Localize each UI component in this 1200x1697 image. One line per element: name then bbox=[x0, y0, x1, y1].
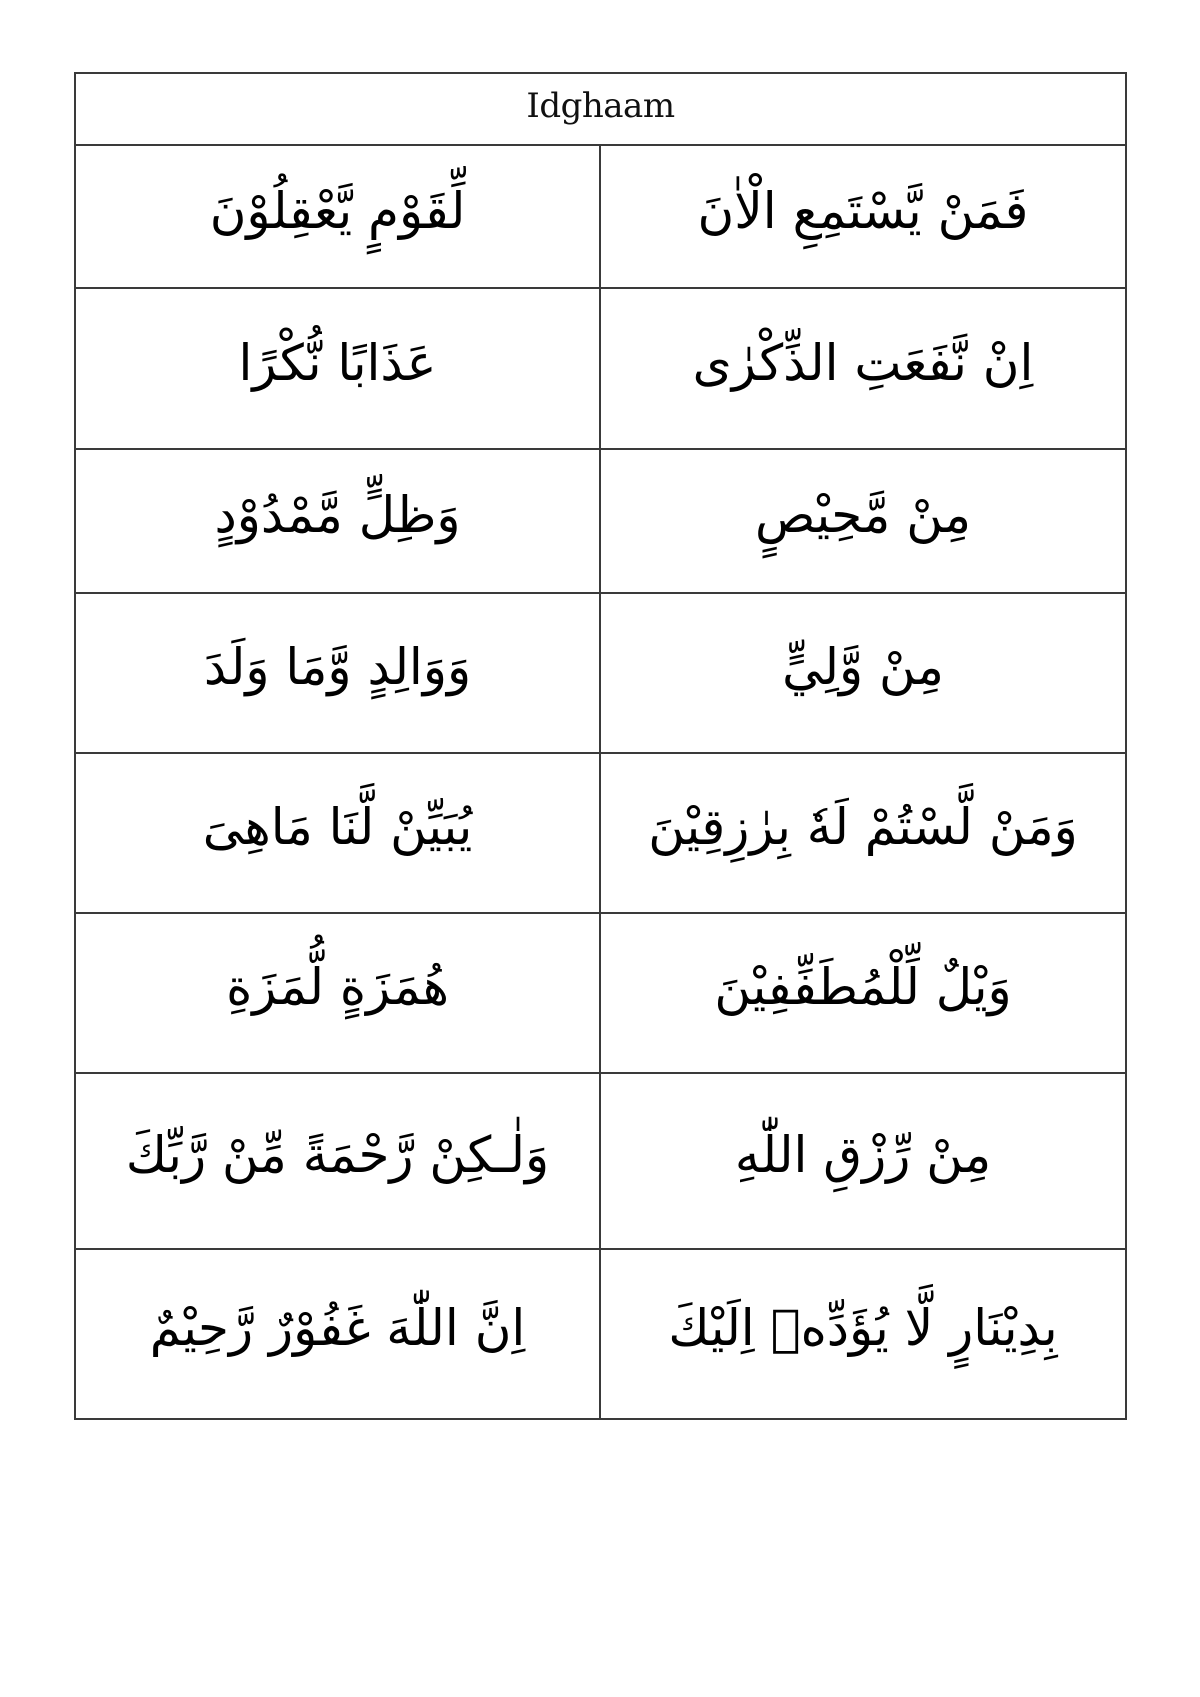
arabic-phrase: وَمَنْ لَّسْتُمْ لَهٗ بِرٰزِقِيْنَ bbox=[648, 798, 1078, 856]
table-cell-left bbox=[76, 754, 601, 912]
table-row bbox=[76, 754, 1125, 914]
arabic-phrase: يُبَيِّنْ لَّنَا مَاهِىَ bbox=[202, 798, 473, 856]
table-row bbox=[76, 146, 1125, 289]
arabic-phrase: وَلٰـكِنْ رَّحْمَةً مِّنْ رَّبِّكَ bbox=[125, 1126, 550, 1184]
table-cell-right bbox=[601, 1074, 1125, 1248]
table-cell-left bbox=[76, 146, 601, 287]
table-row bbox=[76, 914, 1125, 1074]
table-cell-right bbox=[601, 289, 1125, 448]
arabic-phrase: فَمَنْ يَّسْتَمِعِ الْاٰنَ bbox=[697, 181, 1029, 240]
table-cell-right bbox=[601, 754, 1125, 912]
arabic-phrase: عَذَابًا نُّكْرًا bbox=[238, 333, 437, 392]
table-cell-right bbox=[601, 914, 1125, 1072]
idghaam-table bbox=[74, 72, 1127, 1420]
arabic-phrase: هُمَزَةٍ لُّمَزَةِ bbox=[226, 958, 449, 1016]
table-row bbox=[76, 289, 1125, 450]
table-row bbox=[76, 450, 1125, 594]
table-cell-right bbox=[601, 1250, 1125, 1418]
arabic-phrase: مِنْ مَّحِيْصٍ bbox=[754, 486, 972, 544]
arabic-phrase: وَيْلٌ لِّلْمُطَفِّفِيْنَ bbox=[714, 958, 1012, 1016]
table-cell-left bbox=[76, 1074, 601, 1248]
arabic-phrase: وَوَالِدٍ وَّمَا وَلَدَ bbox=[203, 638, 472, 696]
table-cell-left bbox=[76, 594, 601, 752]
table-cell-left bbox=[76, 1250, 601, 1418]
arabic-phrase: وَظِلٍّ مَّمْدُوْدٍ bbox=[214, 486, 461, 544]
table-row bbox=[76, 1074, 1125, 1250]
table-cell-left bbox=[76, 289, 601, 448]
arabic-phrase: لِّقَوْمٍ يَّعْقِلُوْنَ bbox=[209, 181, 466, 240]
table-cell-left bbox=[76, 450, 601, 592]
table-row bbox=[76, 1250, 1125, 1418]
arabic-phrase: مِنْ رِّزْقِ اللّٰهِ bbox=[734, 1126, 992, 1184]
table-cell-right bbox=[601, 450, 1125, 592]
table-row bbox=[76, 594, 1125, 754]
table-cell-right bbox=[601, 594, 1125, 752]
table-header bbox=[76, 74, 1125, 146]
table-cell-left bbox=[76, 914, 601, 1072]
arabic-phrase: مِنْ وَّلِيٍّ bbox=[782, 638, 944, 696]
table-title: Idghaam bbox=[526, 86, 675, 126]
arabic-phrase: بِدِيْنَارٍ لَّا يُؤَدِّهٖ اِلَيْكَ bbox=[668, 1299, 1058, 1357]
arabic-phrase: اِنْ نَّفَعَتِ الذِّكْرٰى bbox=[692, 333, 1034, 392]
table-cell-right bbox=[601, 146, 1125, 287]
arabic-phrase: اِنَّ اللّٰهَ غَفُوْرٌ رَّحِيْمٌ bbox=[149, 1299, 526, 1357]
